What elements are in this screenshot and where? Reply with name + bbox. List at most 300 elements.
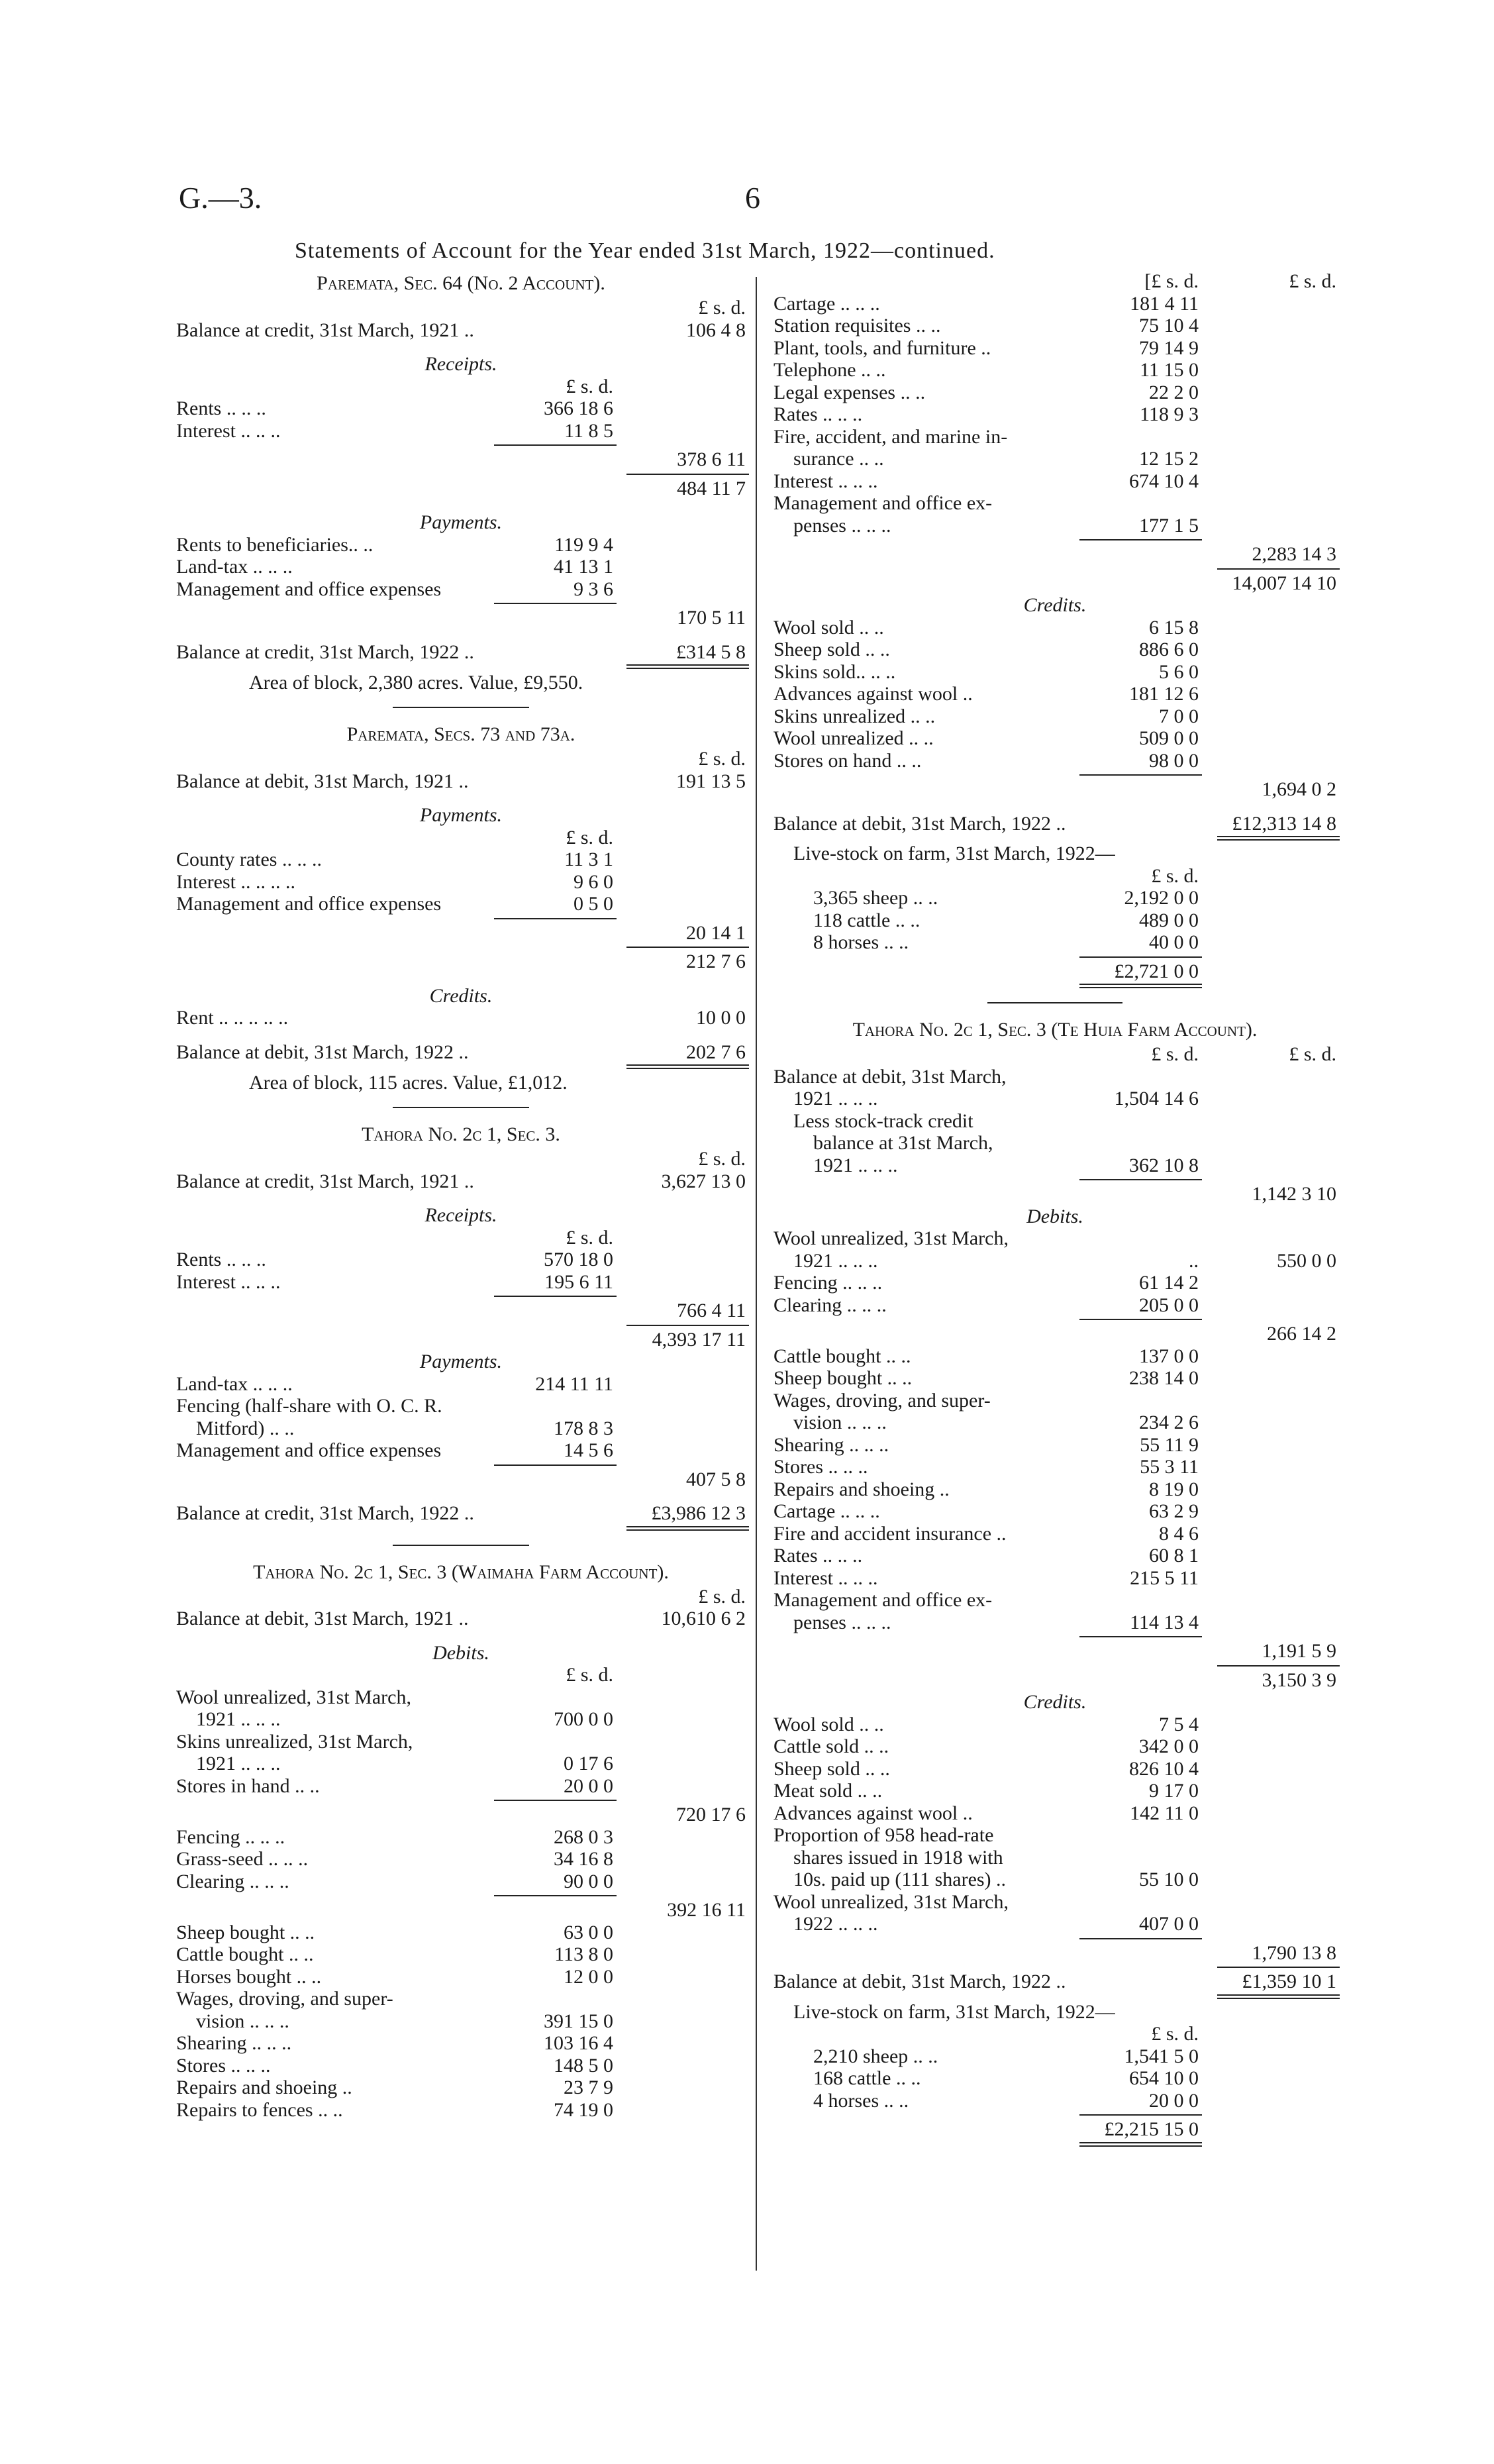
- rule-line: [494, 1800, 617, 1801]
- ledger-row: [773, 1824, 1336, 1847]
- inner-amount: 61 14 2: [1139, 1272, 1199, 1294]
- ledger-row: [773, 1434, 1336, 1457]
- spacer: [176, 973, 746, 985]
- inner-amount: 391 15 0: [544, 2010, 613, 2032]
- inner-amount: 60 8 1: [1149, 1545, 1199, 1566]
- cash-amount: 1,790 13 8: [1252, 1941, 1336, 1964]
- total-double-rule: [176, 663, 746, 671]
- total-double-rule: [176, 1063, 746, 1071]
- ledger-row: [773, 1669, 1336, 1692]
- row-label: Wool sold .. ..: [773, 1713, 884, 1735]
- row-label: Wool unrealized, 31st March,: [773, 1890, 1009, 1913]
- row-label: 1921 .. .. ..: [196, 1753, 281, 1774]
- cash-amount: 766 4 11: [677, 1300, 746, 1321]
- ledger-row: [773, 1456, 1336, 1478]
- section-heading: Paremata, Secs. 73 and 73a.: [346, 723, 575, 745]
- inner-amount: 362 10 8: [1129, 1154, 1199, 1176]
- row-label: Management and office expenses: [176, 893, 442, 915]
- row-label: Mitford) .. ..: [196, 1417, 295, 1439]
- row-label: Cartage .. .. ..: [773, 292, 880, 315]
- ledger-row: [773, 1110, 1336, 1133]
- cash-amount: £ s. d.: [698, 1148, 746, 1170]
- row-label: Proportion of 958 head-rate: [773, 1824, 994, 1846]
- cash-amount: 10,610 6 2: [661, 1608, 746, 1629]
- inner-amount: 113 8 0: [554, 1943, 613, 1965]
- rule-line: [1079, 2114, 1202, 2116]
- row-label: Repairs and shoeing ..: [773, 1478, 950, 1500]
- ledger-row: [773, 1780, 1336, 1802]
- ledger-row: [773, 705, 1336, 728]
- row-label: Stores in hand .. ..: [176, 1774, 320, 1797]
- ledger-row: [176, 1041, 746, 1064]
- row-label: Balance at debit, 31st March,: [773, 1065, 1007, 1088]
- section-separator: [176, 1095, 746, 1121]
- row-label: Balance at debit, 31st March, 1921 ..: [176, 770, 469, 792]
- rule-line: [1217, 1967, 1340, 1968]
- ledger-row: [773, 426, 1336, 448]
- inner-amount: 7 5 4: [1159, 1713, 1199, 1735]
- ledger-row: [176, 922, 746, 945]
- inner-amount: 205 0 0: [1139, 1294, 1199, 1316]
- ledger-row: [773, 1714, 1336, 1736]
- ledger-row: [176, 1943, 746, 1966]
- ledger-row: [773, 2090, 1336, 2112]
- row-label: Fencing (half-share with O. C. R.: [176, 1395, 442, 1417]
- rule-line: [1217, 1665, 1340, 1667]
- subheading: Credits.: [429, 984, 493, 1007]
- area-note: Area of block, 115 acres. Value, £1,012.: [249, 1072, 568, 1094]
- separator-line: [393, 707, 529, 708]
- row-label: Stores .. .. ..: [176, 2054, 271, 2077]
- inner-amount: 509 0 0: [1139, 727, 1199, 749]
- row-label: Meat sold .. ..: [773, 1780, 883, 1802]
- sum-rule: [773, 772, 1336, 778]
- cash-amount: 3,150 3 9: [1262, 1668, 1336, 1691]
- sum-rule: [773, 537, 1336, 543]
- sum-rule: [773, 566, 1336, 572]
- row-label: Fire, accident, and marine in-: [773, 425, 1008, 448]
- row-label: Balance at credit, 31st March, 1921 ..: [176, 319, 474, 341]
- inner-amount: 98 0 0: [1149, 749, 1199, 772]
- ledger-row: [176, 1468, 746, 1491]
- ledger-row: [176, 1373, 746, 1396]
- spacer: [176, 499, 746, 511]
- ledger-row: [773, 1250, 1336, 1272]
- inner-amount: 7 0 0: [1159, 705, 1199, 727]
- ledger-row: [176, 1731, 746, 1753]
- inner-amount: £ s. d.: [566, 1664, 613, 1686]
- page-number: 6: [745, 181, 760, 215]
- row-label: Management and office expenses: [176, 578, 442, 600]
- ledger-row: [773, 639, 1336, 661]
- cash-amount: £1,359 10 1: [1242, 1971, 1336, 1992]
- ledger-row: [176, 448, 746, 471]
- ledger-row: [176, 1988, 746, 2010]
- ledger-row: [773, 1735, 1336, 1758]
- ledger-row: [176, 1871, 746, 1893]
- rule-line: [494, 918, 617, 919]
- inner-amount: 20 0 0: [1149, 2089, 1199, 2112]
- spacer: [176, 1630, 746, 1642]
- ledger-row: [773, 2045, 1336, 2068]
- ledger-row: [773, 1589, 1336, 1612]
- inner-amount: £ s. d.: [566, 1226, 613, 1249]
- ledger-row: [176, 534, 746, 556]
- row-label: 1921 .. .. ..: [793, 1088, 878, 1109]
- ledger-row: [176, 2077, 746, 2099]
- ledger-row: [773, 1891, 1336, 1914]
- separator-line: [393, 1545, 529, 1546]
- rule-line: [1079, 1179, 1202, 1180]
- inner-amount: £2,215 15 0: [1104, 2118, 1199, 2140]
- ledger-row: [176, 748, 746, 770]
- row-label: Interest .. .. ..: [176, 1270, 281, 1293]
- ledger-row: [176, 1804, 746, 1826]
- ledger-row: [176, 893, 746, 915]
- ledger-row: [176, 556, 746, 578]
- cash-amount: 392 16 11: [667, 1899, 746, 1921]
- ledger-row: [176, 1586, 746, 1608]
- separator-line: [393, 1107, 529, 1108]
- ledger-row: [773, 683, 1336, 705]
- ledger-row: [773, 778, 1336, 801]
- inner-amount: 103 16 4: [544, 2032, 613, 2054]
- inner-amount: 674 10 4: [1129, 470, 1199, 492]
- row-label: Land-tax .. .. ..: [176, 1372, 293, 1395]
- ledger-row: [773, 843, 1336, 865]
- ledger-row: [176, 1170, 746, 1193]
- row-label: penses .. .. ..: [793, 514, 891, 537]
- row-label: Cattle sold .. ..: [773, 1735, 889, 1757]
- subheading: Payments.: [419, 511, 503, 533]
- row-label: Balance at debit, 31st March, 1921 ..: [176, 1608, 469, 1629]
- row-label: Wool unrealized, 31st March,: [773, 1227, 1009, 1249]
- rule-line: [626, 947, 749, 948]
- row-label: Land-tax .. .. ..: [176, 556, 293, 578]
- row-label: County rates .. .. ..: [176, 848, 322, 870]
- ledger-row: [773, 1640, 1336, 1663]
- inner-amount: 11 15 0: [1140, 359, 1199, 381]
- sum-rule: [176, 600, 746, 607]
- ledger-row: [773, 1390, 1336, 1412]
- ledger-row: [176, 1664, 746, 1686]
- row-label: Fencing .. .. ..: [773, 1272, 883, 1294]
- inner-amount: 63 2 9: [1149, 1500, 1199, 1522]
- sum-rule: [176, 1462, 746, 1468]
- inner-amount: 8 4 6: [1159, 1522, 1199, 1545]
- row-label: Stores on hand .. ..: [773, 749, 922, 772]
- subheading: Debits.: [1026, 1205, 1083, 1227]
- rule-line: [626, 1325, 749, 1326]
- ledger-row: [773, 2067, 1336, 2090]
- subheading: Credits.: [1023, 594, 1087, 616]
- row-label: vision .. .. ..: [793, 1412, 887, 1433]
- ledger-row: [176, 1826, 746, 1849]
- ledger-row: [773, 1227, 1336, 1250]
- ledger-row: [773, 1155, 1336, 1177]
- row-label: Advances against wool ..: [773, 1802, 973, 1824]
- cash-amount: 1,142 3 10: [1252, 1183, 1336, 1205]
- row-label: 2,210 sheep .. ..: [813, 2045, 938, 2067]
- subheading: Receipts.: [424, 353, 497, 375]
- subheading: Receipts.: [424, 1204, 497, 1226]
- sum-rule: [176, 1293, 746, 1300]
- row-label: Balance at debit, 31st March, 1922 ..: [176, 1041, 469, 1063]
- inner-amount: 9 3 6: [573, 578, 613, 600]
- row-label: Cattle bought .. ..: [773, 1345, 911, 1367]
- ledger-row: [773, 492, 1336, 515]
- inner-amount: 1,541 5 0: [1124, 2045, 1199, 2067]
- row-label: Less stock-track credit: [793, 1109, 973, 1132]
- row-label: Rent .. .. .. .. ..: [176, 1007, 289, 1029]
- spacer: [176, 629, 746, 641]
- cash-amount: 191 13 5: [676, 770, 746, 792]
- row-label: Clearing .. .. ..: [773, 1294, 887, 1316]
- sum-rule: [176, 915, 746, 922]
- inner-amount: £ s. d.: [1151, 2023, 1199, 2045]
- page-title: Statements of Account for the Year ended 31st March, 1922—continued.: [295, 238, 995, 263]
- rule-line: [1217, 1994, 1340, 1996]
- ledger-row: [773, 359, 1336, 382]
- ledger-row: [176, 2055, 746, 2077]
- row-label: Sheep bought .. ..: [176, 1921, 315, 1943]
- inner-amount: 40 0 0: [1149, 931, 1199, 953]
- row-label: Wool unrealized, 31st March,: [176, 1686, 411, 1708]
- inner-amount: 181 12 6: [1129, 683, 1199, 705]
- row-label: penses .. .. ..: [793, 1611, 891, 1633]
- row-label: Interest .. .. .. ..: [176, 870, 295, 893]
- ledger-row: [773, 1500, 1336, 1523]
- ledger-row: [176, 641, 746, 664]
- ledger-row: [176, 319, 746, 342]
- row-label: Balance at credit, 31st March, 1922 ..: [176, 641, 474, 663]
- rule-line: [494, 444, 617, 446]
- cash-amount: 20 14 1: [686, 921, 746, 944]
- cash-amount: £3,986 12 3: [651, 1502, 746, 1524]
- cash-amount: 106 4 8: [686, 319, 746, 341]
- inner-amount: 700 0 0: [554, 1708, 613, 1730]
- inner-amount: 11 3 1: [564, 848, 613, 870]
- row-label: Balance at credit, 31st March, 1921 ..: [176, 1170, 474, 1192]
- cash-amount: 484 11 7: [677, 477, 746, 499]
- ledger-row: [176, 1502, 746, 1525]
- inner-amount: 119 9 4: [554, 533, 613, 556]
- row-label: Sheep sold .. ..: [773, 1757, 890, 1780]
- cash-amount: 1,694 0 2: [1262, 778, 1336, 800]
- row-label: Management and office expenses: [176, 1439, 442, 1461]
- inner-amount: £ s. d.: [1151, 864, 1199, 887]
- inner-amount: 8 19 0: [1149, 1478, 1199, 1500]
- rule-line: [494, 1464, 617, 1466]
- sum-rule: [773, 1316, 1336, 1323]
- sum-rule: [773, 1935, 1336, 1942]
- inner-amount: 268 0 3: [554, 1825, 613, 1848]
- row-label: Sheep sold .. ..: [773, 639, 890, 660]
- ledger-row: [773, 1183, 1336, 1206]
- inner-amount: 118 9 3: [1140, 403, 1199, 425]
- inner-amount: 55 3 11: [1140, 1456, 1199, 1478]
- inner-amount: £ s. d.: [566, 826, 613, 848]
- ledger-row: [176, 1708, 746, 1731]
- inner-amount: £ s. d.: [566, 375, 613, 397]
- inner-amount: 0 5 0: [573, 893, 613, 915]
- sum-rule: [773, 1663, 1336, 1669]
- rule-line: [1079, 539, 1202, 540]
- ledger-row: [773, 1567, 1336, 1590]
- inner-amount: 41 13 1: [554, 556, 613, 578]
- row-label: Rents .. .. ..: [176, 1249, 266, 1270]
- inner-amount: 826 10 4: [1129, 1757, 1199, 1780]
- row-label: Clearing .. .. ..: [176, 1870, 289, 1892]
- row-label: Balance at debit, 31st March, 1922 ..: [773, 812, 1066, 835]
- ledger-row: [176, 1329, 746, 1351]
- ledger-row: [176, 1922, 746, 1944]
- section-heading: Tahora No. 2c 1, Sec. 3.: [362, 1123, 560, 1145]
- ledger-row: [773, 1971, 1336, 1993]
- rule-line: [626, 474, 749, 475]
- inner-amount: 6 15 8: [1149, 616, 1199, 639]
- ledger-row: [773, 1913, 1336, 1935]
- cash-amount: 4,393 17 11: [652, 1328, 746, 1351]
- ledger-row: [773, 403, 1336, 426]
- rule-line: [626, 664, 749, 666]
- row-label: Balance at debit, 31st March, 1922 ..: [773, 1971, 1066, 1992]
- row-label: Management and office ex-: [773, 1589, 993, 1611]
- ledger-row: [773, 1412, 1336, 1434]
- ledger-row: [773, 960, 1336, 983]
- inner-amount: 34 16 8: [554, 1848, 613, 1870]
- inner-amount: 238 14 0: [1129, 1367, 1199, 1389]
- row-label: Interest .. .. ..: [773, 1566, 878, 1589]
- row-label: 3,365 sheep .. ..: [813, 887, 938, 909]
- sum-rule: [773, 954, 1336, 960]
- row-label: Plant, tools, and furniture ..: [773, 336, 991, 359]
- ledger-row: [176, 478, 746, 500]
- ledger-row: [176, 297, 746, 319]
- ledger-row: [773, 270, 1336, 293]
- cash-amount: 378 6 11: [677, 448, 746, 470]
- ledger-row: [176, 848, 746, 871]
- ledger-row: [176, 1417, 746, 1440]
- ledger-row: [176, 578, 746, 601]
- ledger-row: [176, 2032, 746, 2055]
- total-double-rule: [773, 1993, 1336, 2001]
- inner-amount: 20 0 0: [564, 1774, 613, 1797]
- inner-amount: 215 5 11: [1130, 1566, 1199, 1589]
- cash-amount: £12,313 14 8: [1232, 812, 1336, 835]
- inner-amount: 63 0 0: [564, 1921, 613, 1943]
- cash-amount: 1,191 5 9: [1262, 1640, 1336, 1662]
- rule-line: [1079, 956, 1202, 958]
- rule-line: [626, 1064, 749, 1066]
- ledger-row: [773, 382, 1336, 404]
- ledger-row: [176, 1775, 746, 1798]
- row-label: 1921 .. .. ..: [196, 1708, 281, 1730]
- rule-line: [1079, 1636, 1202, 1637]
- subheading: Credits.: [1023, 1691, 1087, 1713]
- right-column: [773, 270, 1336, 2149]
- ledger-row: [773, 1802, 1336, 1825]
- ledger-row: [176, 1848, 746, 1871]
- subheading: Debits.: [432, 1641, 489, 1664]
- inner-amount: 1,504 14 6: [1114, 1088, 1199, 1109]
- section-separator: [773, 990, 1336, 1017]
- row-label: Wages, droving, and super-: [773, 1389, 991, 1412]
- row-label: Sheep bought .. ..: [773, 1367, 913, 1389]
- ledger-row: [773, 1523, 1336, 1545]
- sum-rule: [176, 471, 746, 478]
- cash-amount: 170 5 11: [677, 607, 746, 629]
- cash-amount: 266 14 2: [1267, 1323, 1336, 1345]
- row-label: Repairs to fences .. ..: [176, 2098, 343, 2121]
- ledger-row: [773, 1345, 1336, 1368]
- inner-amount: 12 15 2: [1139, 448, 1199, 470]
- left-column: [176, 270, 746, 2121]
- row-label: Rents to beneficiaries.. ..: [176, 533, 374, 556]
- cash-amount: £ s. d.: [698, 297, 746, 319]
- section-heading: Paremata, Sec. 64 (No. 2 Account).: [317, 272, 605, 294]
- ledger-row: [773, 661, 1336, 684]
- row-label: 1921 .. .. ..: [813, 1154, 898, 1176]
- inner-amount: £ s. d.: [1151, 1043, 1199, 1065]
- spacer: [176, 1490, 746, 1502]
- row-label: Rates .. .. ..: [773, 403, 863, 425]
- ledger-row: [176, 871, 746, 894]
- row-label: Live-stock on farm, 31st March, 1922—: [793, 2000, 1115, 2023]
- inner-amount: 9 17 0: [1149, 1780, 1199, 1802]
- rule-line: [1217, 568, 1340, 570]
- row-label: shares issued in 1918 with: [793, 1846, 1003, 1869]
- ledger-row: [773, 572, 1336, 595]
- total-double-rule: [773, 835, 1336, 843]
- row-label: Shearing .. .. ..: [176, 2032, 292, 2054]
- row-label: 10s. paid up (111 shares) ..: [793, 1869, 1007, 1890]
- rule-line: [1079, 984, 1202, 985]
- row-label: Skins sold.. .. ..: [773, 660, 896, 683]
- ledger-row: [773, 1478, 1336, 1501]
- sum-rule: [176, 442, 746, 448]
- inner-amount: 55 11 9: [1140, 1433, 1199, 1456]
- ledger-row: [773, 909, 1336, 932]
- ledger-row: [773, 617, 1336, 639]
- cash-amount: £ s. d.: [698, 748, 746, 770]
- inner-amount: 148 5 0: [554, 2054, 613, 2077]
- ledger-row: [176, 1686, 746, 1709]
- sum-rule: [773, 2112, 1336, 2118]
- row-label: 1921 .. .. ..: [793, 1249, 878, 1272]
- inner-amount: 234 2 6: [1139, 1412, 1199, 1433]
- inner-amount: 178 8 3: [554, 1417, 613, 1439]
- ledger-row: [773, 470, 1336, 493]
- inner-amount: 886 6 0: [1139, 639, 1199, 660]
- subheading: Payments.: [419, 804, 503, 826]
- row-label: Advances against wool ..: [773, 683, 973, 705]
- row-label: Interest .. .. ..: [773, 470, 878, 492]
- sum-rule: [773, 1176, 1336, 1183]
- rule-line: [494, 603, 617, 604]
- row-label: Shearing .. .. ..: [773, 1433, 889, 1456]
- inner-amount: 407 0 0: [1139, 1913, 1199, 1935]
- cash-amount: 720 17 6: [676, 1804, 746, 1825]
- rule-line: [626, 1526, 749, 1527]
- inner-amount: 570 18 0: [544, 1249, 613, 1270]
- inner-amount: 489 0 0: [1139, 909, 1199, 931]
- ledger-row: [773, 543, 1336, 566]
- row-label: Wool sold .. ..: [773, 616, 884, 639]
- inner-amount: 14 5 6: [564, 1439, 613, 1461]
- spacer: [176, 341, 746, 353]
- ledger-row: [773, 448, 1336, 470]
